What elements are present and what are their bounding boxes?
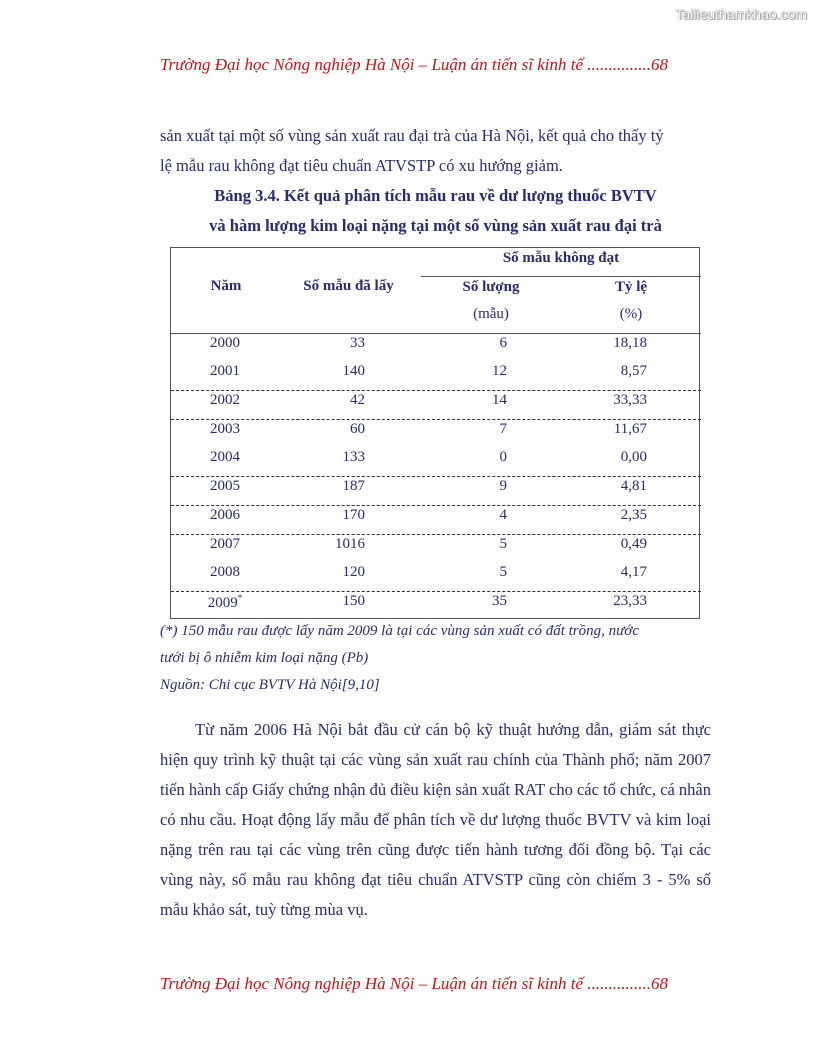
cell-samples: 120: [342, 564, 365, 580]
row-divider: [171, 505, 701, 506]
col-header-samples: Số mẫu đã lấy: [303, 278, 394, 294]
cell-year: 2003: [210, 421, 240, 437]
cell-count: 5: [499, 536, 507, 552]
cell-samples: 60: [350, 421, 365, 437]
cell-count: 0: [499, 449, 507, 465]
cell-rate: 4,81: [620, 478, 647, 494]
row-divider: [171, 390, 701, 391]
footnote-line-1: (*) 150 mẫu rau được lấy năm 2009 là tại các vùng sản xuất có đất trồng, nước: [160, 623, 639, 639]
cell-samples: 187: [342, 478, 365, 494]
col-header-rate-unit: (%): [619, 306, 643, 322]
cell-rate: 11,67: [613, 421, 647, 437]
cell-count: 12: [492, 363, 507, 379]
cell-count: 35: [492, 593, 507, 609]
col-header-rate: Tỷ lệ: [614, 279, 648, 295]
page-footer: Trường Đại học Nông nghiệp Hà Nội – Luận án tiến sĩ kinh tế ...............68: [160, 974, 669, 993]
cell-samples: 133: [342, 449, 365, 465]
cell-rate: 8,57: [620, 363, 647, 379]
cell-rate: 18,18: [613, 335, 647, 351]
cell-year: [201, 593, 249, 612]
cell-year: 2008: [210, 564, 240, 580]
table-notes: [160, 618, 711, 699]
results-table: [170, 247, 700, 619]
cell-rate: 23,33: [613, 593, 647, 609]
cell-samples: 1016: [335, 536, 365, 552]
cell-count: 6: [499, 335, 507, 351]
cell-samples: 170: [342, 507, 365, 523]
cell-year: 2000: [210, 335, 240, 351]
cell-count: 14: [492, 392, 507, 408]
row-divider: [171, 476, 701, 477]
cell-year: 2004: [210, 449, 240, 465]
col-header-year: Năm: [210, 278, 242, 294]
cell-year: 2001: [210, 363, 240, 379]
header-divider: [171, 333, 701, 334]
cell-count: 9: [499, 478, 507, 494]
page-header: Trường Đại học Nông nghiệp Hà Nội – Luận án tiến sĩ kinh tế ...............68: [160, 55, 669, 74]
cell-samples: 150: [342, 593, 365, 609]
col-header-count-unit: (mẫu): [473, 306, 509, 322]
cell-rate: 0,49: [620, 536, 647, 552]
cell-year: 2007: [210, 536, 240, 552]
cell-year-value: 2009: [207, 595, 238, 611]
source-note: Nguồn: Chi cục BVTV Hà Nội[9,10]: [160, 677, 380, 693]
intro-line-1: sản xuất tại một số vùng sản xuất rau đại trà của Hà Nội, kết quả cho thấy tỷ: [160, 126, 664, 145]
subheader-divider: [421, 276, 701, 277]
cell-rate: 0,00: [620, 449, 647, 465]
cell-rate: 4,17: [620, 564, 647, 580]
cell-year: 2002: [210, 392, 240, 408]
cell-rate: 2,35: [620, 507, 647, 523]
cell-count: 5: [499, 564, 507, 580]
row-divider: [171, 534, 701, 535]
caption-line-1: Bảng 3.4. Kết quả phân tích mẫu rau về dư lượng thuốc BVTV: [214, 186, 657, 205]
body-paragraph: [160, 715, 711, 925]
cell-samples: 33: [350, 335, 365, 351]
cell-count: 7: [499, 421, 507, 437]
footnote-marker: *: [237, 593, 243, 603]
intro-line-2: lệ mẫu rau không đạt tiêu chuẩn ATVSTP có xu hướng giảm.: [160, 156, 563, 175]
cell-rate: 33,33: [613, 392, 647, 408]
footnote-line-2: tưới bị ô nhiễm kim loại nặng (Pb): [160, 650, 369, 666]
cell-year: 2005: [210, 478, 240, 494]
cell-year: 2006: [210, 507, 240, 523]
body-paragraph-text: Từ năm 2006 Hà Nội bắt đầu cử cán bộ kỹ thuật hướng dẫn, giám sát thực hiện quy trình kỹ thuật tại các vùng sản xuất rau chính của Thành phố; năm 2007 tiến hành cấp Giấy chứng nhận đủ điều kiện sản xuất RAT cho các tổ chức, cá nhân có nhu cầu. Hoạt động lấy mẫu để phân tích về dư lượng thuốc BVTV và kim loại nặng trên rau tại các vùng trên cũng được tiến hành tương đối đồng bộ. Tại các vùng này, số mẫu rau không đạt tiêu chuẩn ATVSTP cũng còn chiếm 3 - 5% số mẫu khảo sát, tuỳ từng mùa vụ.: [160, 720, 711, 919]
col-header-count: Số lượng: [462, 279, 520, 295]
intro-paragraph: [160, 121, 711, 181]
cell-samples: 140: [342, 363, 365, 379]
col-header-failed-group: Số mẫu không đạt: [502, 250, 620, 266]
row-divider: [171, 419, 701, 420]
table-caption: [160, 181, 711, 241]
cell-samples: 42: [350, 392, 365, 408]
cell-count: 4: [499, 507, 507, 523]
row-divider: [171, 591, 701, 592]
caption-line-2: và hàm lượng kim loại nặng tại một số vùng sản xuất rau đại trà: [209, 216, 662, 235]
watermark: Tailieuthamkhao.com: [675, 6, 807, 22]
